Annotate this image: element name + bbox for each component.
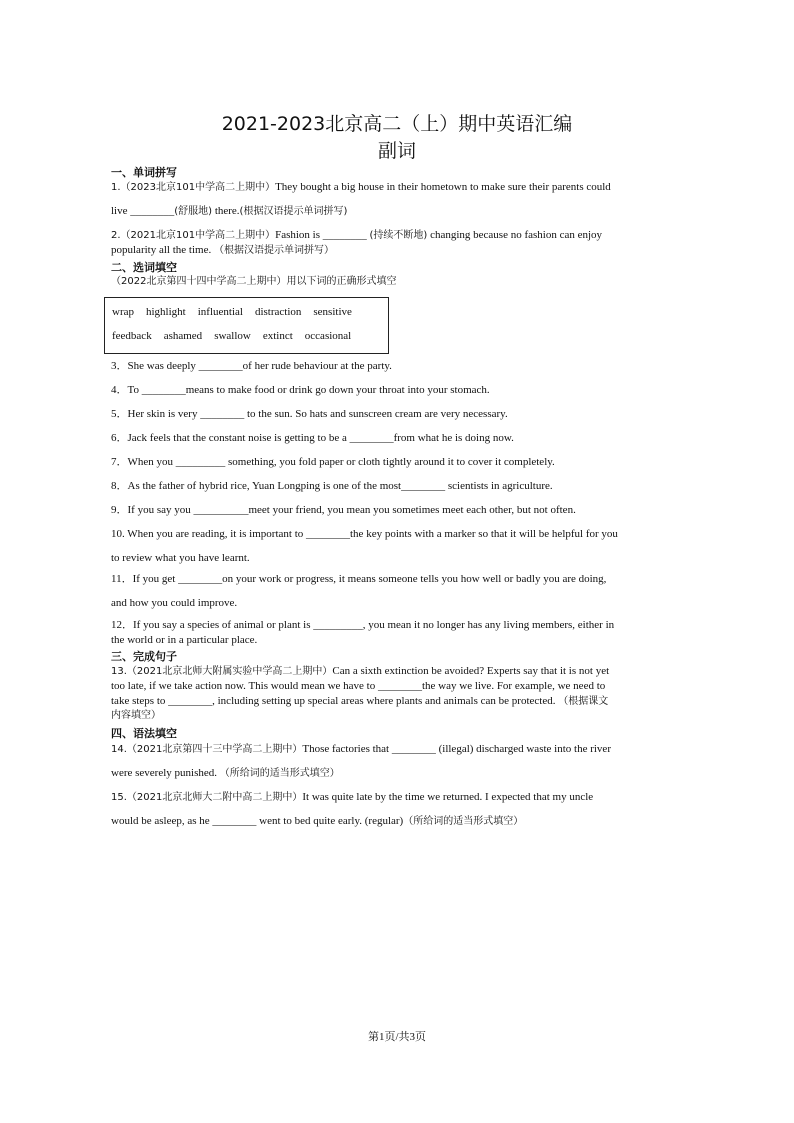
question-14-text: Those factories that ________ (illegal) discharged waste into the river [302, 743, 611, 755]
question-2-source: 2.（2021北京101中学高二上期中） [111, 230, 276, 241]
word-choice-instruction: （2022北京第四十四中学高二上期中）用以下词的正确形式填空 [111, 276, 397, 287]
question-2-text-cont: popularity all the time. [111, 244, 214, 256]
question-14-line-2 [111, 766, 686, 781]
word-option: sensitive [313, 306, 352, 318]
question-13-instruction: （根据课文 [558, 696, 609, 707]
question-13-line-3 [111, 694, 686, 709]
question-7: 7．When you _________ something, you fold paper or cloth tightly around it to cover it completely. [111, 456, 555, 468]
word-option: ashamed [163, 330, 203, 342]
question-13-text: Can a sixth extinction be avoided? Experts say that it is not yet [332, 665, 610, 677]
word-option: distraction [254, 306, 302, 318]
word-box-row-2 [112, 330, 363, 342]
word-option: swallow [214, 330, 251, 342]
word-box-row-1 [112, 306, 364, 318]
question-15-text: It was quite late by the time we returned. I expected that my uncle [302, 791, 594, 803]
word-option: occasional [304, 330, 352, 342]
word-option: extinct [262, 330, 293, 342]
question-2-text-end: changing because no fashion can enjoy [427, 229, 603, 241]
page-title: 2021-2023北京高二（上）期中英语汇编 [221, 113, 573, 135]
question-1-line-2 [111, 204, 686, 219]
question-2-line-2 [111, 243, 686, 258]
question-13-line-2: too late, if we take action now. This would mean we have to ________the way we live. For example, we need to [111, 680, 606, 692]
question-1-source: 1.（2023北京101中学高二上期中） [111, 182, 276, 193]
word-option: highlight [146, 306, 186, 318]
question-11-line-1: 11．If you get ________on your work or progress, it means someone tells you how well or badly you are doing, [111, 573, 607, 585]
question-3: 3．She was deeply ________of her rude behaviour at the party. [111, 360, 392, 372]
question-2-hint: (持续不断地) [369, 230, 428, 241]
question-13-text-cont: take steps to ________, including setting up special areas where plants and animals can be protected. [111, 695, 559, 707]
question-14-text-cont: were severely punished. [111, 767, 220, 779]
question-6: 6．Jack feels that the constant noise is getting to be a ________from what he is doing now. [111, 432, 514, 444]
question-8: 8．As the father of hybrid rice, Yuan Longping is one of the most________ scientists in agriculture. [111, 480, 553, 492]
question-1-hint: (舒服地) [174, 206, 213, 217]
page-subtitle: 副词 [377, 140, 416, 162]
word-option: influential [197, 306, 243, 318]
question-1-text: They bought a big house in their hometown to make sure their parents could [275, 181, 611, 193]
question-15-line-1 [111, 790, 686, 805]
section-heading-grammar-fill: 四、语法填空 [111, 727, 177, 740]
section-heading-word-choice: 二、选词填空 [111, 261, 177, 274]
question-12-line-2: the world or in a particular place. [111, 634, 258, 646]
word-box [104, 297, 389, 354]
question-4: 4．To ________means to make food or drink go down your throat into your stomach. [111, 384, 490, 396]
question-9: 9．If you say you __________meet your friend, you mean you sometimes meet each other, but not often. [111, 504, 576, 516]
question-13-line-4: 内容填空） [111, 710, 161, 721]
question-15-instruction: （所给词的适当形式填空） [403, 816, 524, 827]
question-1-instruction: (根据汉语提示单词拼写) [239, 206, 348, 217]
word-option: feedback [112, 330, 152, 342]
section-heading-spelling: 一、单词拼写 [111, 166, 177, 179]
question-11-line-2: and how you could improve. [111, 597, 238, 609]
question-2-instruction: （根据汉语提示单词拼写） [213, 245, 334, 256]
question-2-line-1 [111, 228, 686, 243]
question-15-source: 15.（2021北京北师大二附中高二上期中） [111, 792, 303, 803]
section-heading-complete-sentences: 三、完成句子 [111, 650, 177, 663]
question-13-source: 13.（2021北京北师大附属实验中学高二上期中） [111, 666, 333, 677]
page-footer: 第1页/共3页 [367, 1031, 427, 1043]
question-1-line-1 [111, 180, 686, 195]
question-14-source: 14.（2021北京第四十三中学高二上期中） [111, 744, 303, 755]
question-13-line-1 [111, 664, 686, 679]
question-2-text: Fashion is ________ [275, 229, 370, 241]
question-10-line-1: 10. When you are reading, it is important to ________the key points with a marker so that it will be helpful for you [111, 528, 618, 540]
question-14-line-1 [111, 742, 686, 757]
question-1-text-end: there. [212, 205, 240, 217]
question-12-line-1: 12．If you say a species of animal or plant is _________, you mean it no longer has any living members, either in [111, 619, 615, 631]
question-10-line-2: to review what you have learnt. [111, 552, 250, 564]
question-1-blank: live ________ [111, 205, 175, 217]
question-15-line-2 [111, 814, 686, 829]
question-14-instruction: （所给词的适当形式填空） [219, 768, 340, 779]
question-5: 5．Her skin is very ________ to the sun. So hats and sunscreen cream are very necessary. [111, 408, 508, 420]
word-option: wrap [112, 306, 134, 318]
question-15-text-cont: would be asleep, as he ________ went to bed quite early. (regular) [111, 815, 404, 827]
